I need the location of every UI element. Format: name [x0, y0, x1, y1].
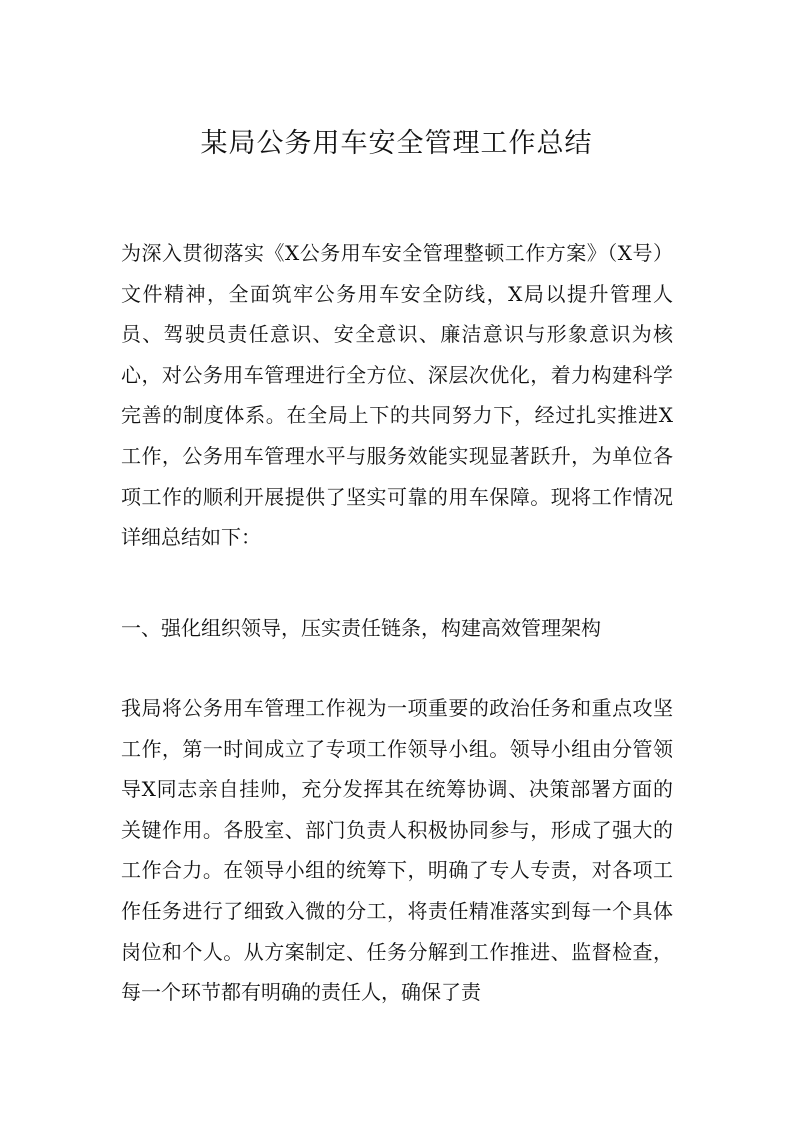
intro-paragraph: 为深入贯彻落实《X公务用车安全管理整顿工作方案》（X号）文件精神，全面筑牢公务用车安全防线，X局以提升管理人员、驾驶员责任意识、安全意识、廉洁意识与形象意识为核心，对公务用车管理进行全方位、深层次优化，着力构建科学完善的制度体系。在全局上下的共同努力下，经过扎实推进X工作，公务用车管理水平与服务效能实现显著跃升，为单位各项工作的顺利开展提供了坚实可靠的用车保障。现将工作情况详细总结如下： [121, 241, 673, 550]
section-heading: 一、强化组织领导，压实责任链条，构建高效管理架构 [121, 616, 601, 640]
document-title: 某局公务用车安全管理工作总结 [200, 128, 593, 159]
section-paragraph: 我局将公务用车管理工作视为一项重要的政治任务和重点攻坚工作，第一时间成立了专项工作领导小组。领导小组由分管领导X同志亲自挂帅，充分发挥其在统筹协调、决策部署方面的关键作用。各股室、部门负责人积极协同参与，形成了强大的工作合力。在领导小组的统筹下，明确了专人专责，对各项工作任务进行了细致入微的分工，将责任精准落实到每一个具体岗位和个人。从方案制定、任务分解到工作推进、监督检查，每一个环节都有明确的责任人，确保了责 [121, 696, 673, 1005]
